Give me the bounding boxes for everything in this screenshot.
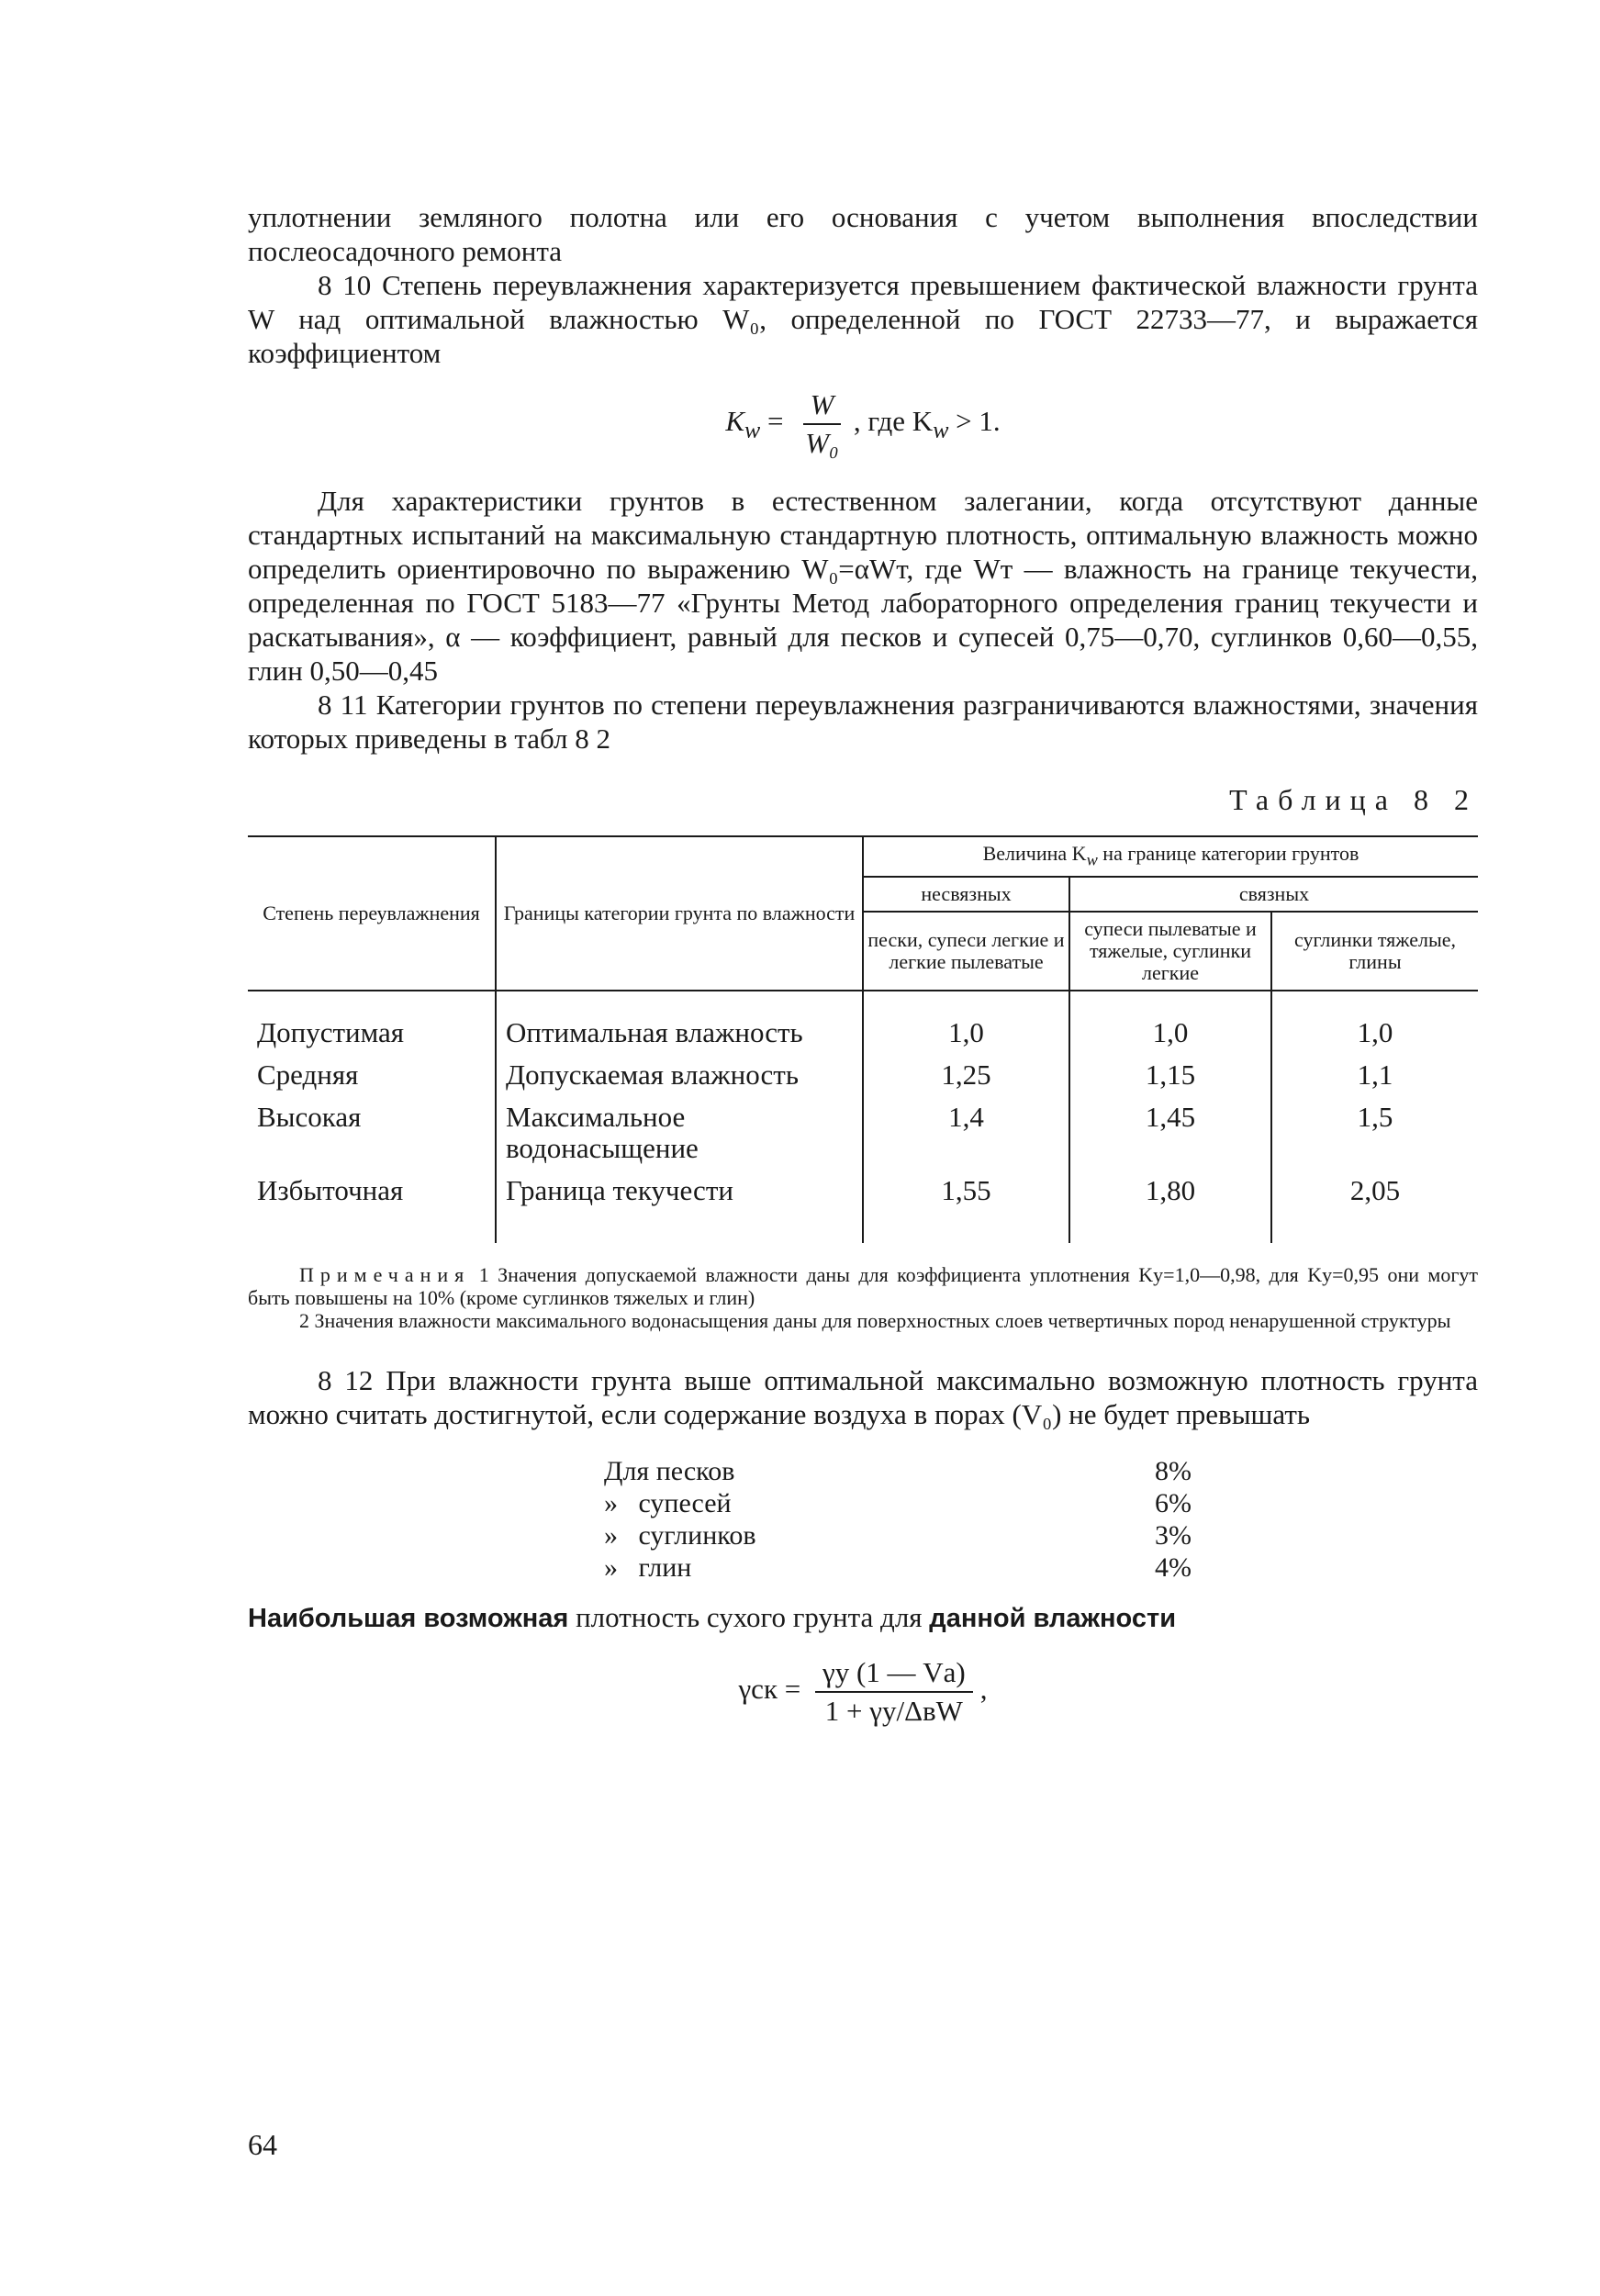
header-cohesive: связных bbox=[1069, 877, 1478, 912]
row-boundary: Оптимальная влажность bbox=[496, 991, 863, 1054]
row-boundary: Максимальное водонасыщение bbox=[496, 1096, 863, 1170]
notes-label: Примечания bbox=[299, 1263, 471, 1287]
list-item-label: » суглинков bbox=[604, 1520, 756, 1551]
max-density-heading bbox=[248, 1600, 1478, 1636]
row-degree: Допустимая bbox=[257, 1016, 405, 1049]
list-item-value: 8% bbox=[1155, 1456, 1192, 1487]
row-value-loams-clays: 1,1 bbox=[1271, 1054, 1478, 1096]
moisture-table bbox=[248, 835, 1478, 1243]
density-formula-fraction bbox=[815, 1654, 973, 1730]
header-sands: пески, супеси легкие и легкие пылеватые bbox=[863, 912, 1069, 991]
header-boundary: Границы категории грунта по влажности bbox=[496, 836, 863, 991]
note-1-text: 1 Значения допускаемой влажности даны для коэффициента уплотнения Kу=1,0—0,98, для Kу=0,95 они могут быть повышены на 10% (кроме суглинков тяжелых и глин) bbox=[248, 1263, 1478, 1310]
note-2: 2 Значения влажности максимального водонасыщения даны для поверхностных слоев четвертичных пород ненарушенной структуры bbox=[299, 1309, 1451, 1333]
density-formula-trail: , bbox=[979, 1673, 988, 1706]
heading-bold-start: Наибольшая возможная bbox=[248, 1604, 569, 1634]
list-item bbox=[604, 1487, 1192, 1519]
list-item-label: » глин bbox=[604, 1552, 692, 1584]
row-value-loams-clays: 1,5 bbox=[1271, 1096, 1478, 1170]
header-kw-sub: w bbox=[1086, 850, 1098, 869]
heading-middle: плотность сухого грунта для bbox=[568, 1601, 930, 1634]
list-item-value: 6% bbox=[1155, 1488, 1192, 1519]
header-loams-clays: суглинки тяжелые, глины bbox=[1271, 912, 1478, 991]
header-degree: Степень переувлажнения bbox=[248, 836, 496, 991]
row-value-sandy-loams: 1,80 bbox=[1069, 1170, 1271, 1243]
page-content bbox=[248, 200, 1478, 1752]
formula-condition-rest: > 1. bbox=[948, 405, 1001, 438]
density-formula-denominator: 1 + γу/ΔвW bbox=[824, 1695, 963, 1728]
header-noncohesive: несвязных bbox=[863, 877, 1069, 912]
formula-lhs-sub: w bbox=[744, 416, 761, 443]
section-8-10-text: 8 10 Степень переувлажнения характеризуется превышением фактической влажности грунта W над оптимальной влажностью W₀, определенной по ГОСТ 22733—77, и выражается коэффициентом bbox=[248, 269, 1478, 369]
formula-denominator: W₀ bbox=[805, 427, 839, 459]
intro-text: уплотнении земляного полотна или его основания с учетом выполнения впоследствии послеосадочного ремонта bbox=[248, 201, 1478, 267]
row-value-sands: 1,25 bbox=[863, 1054, 1069, 1096]
row-value-sands: 1,4 bbox=[863, 1096, 1069, 1170]
list-item-value: 4% bbox=[1155, 1552, 1192, 1584]
list-item-label: » супесей bbox=[604, 1488, 732, 1519]
header-kw-post: на границе категории грунтов bbox=[1097, 842, 1359, 865]
list-item bbox=[604, 1519, 1192, 1551]
table-caption: Таблица 8 2 bbox=[1229, 783, 1478, 816]
row-value-loams-clays: 2,05 bbox=[1271, 1170, 1478, 1243]
table-row bbox=[248, 1054, 1478, 1096]
formula-numerator: W bbox=[803, 386, 842, 425]
table-row bbox=[248, 1170, 1478, 1243]
formula-lhs: K bbox=[725, 405, 745, 438]
density-formula-lhs: γск bbox=[738, 1673, 778, 1706]
row-value-sandy-loams: 1,15 bbox=[1069, 1054, 1271, 1096]
density-formula-equals: = bbox=[784, 1673, 801, 1706]
row-value-sandy-loams: 1,0 bbox=[1069, 991, 1271, 1054]
list-item bbox=[604, 1551, 1192, 1584]
row-value-sands: 1,55 bbox=[863, 1170, 1069, 1243]
row-degree: Избыточная bbox=[257, 1174, 404, 1207]
row-value-sandy-loams: 1,45 bbox=[1069, 1096, 1271, 1170]
table-row bbox=[248, 1096, 1478, 1170]
density-formula-numerator: γу (1 — Vа) bbox=[815, 1654, 973, 1693]
kw-formula bbox=[248, 386, 1478, 462]
section-8-11-text: 8 11 Категории грунтов по степени переувлажнения разграничиваются влажностями, значения которых приведены в табл 8 2 bbox=[248, 689, 1478, 755]
header-kw-group bbox=[863, 836, 1478, 877]
list-item-label: Для песков bbox=[604, 1456, 735, 1487]
table-row bbox=[248, 991, 1478, 1054]
formula-condition-sub: w bbox=[933, 416, 949, 443]
row-boundary: Граница текучести bbox=[496, 1170, 863, 1243]
row-value-sands: 1,0 bbox=[863, 991, 1069, 1054]
row-value-loams-clays: 1,0 bbox=[1271, 991, 1478, 1054]
row-degree: Средняя bbox=[257, 1058, 359, 1092]
header-kw-pre: Величина K bbox=[982, 842, 1087, 865]
list-item bbox=[604, 1455, 1192, 1487]
row-boundary: Допускаемая влажность bbox=[496, 1054, 863, 1096]
air-content-list bbox=[604, 1455, 1192, 1584]
heading-bold-end: данной влажности bbox=[929, 1604, 1177, 1634]
page-number: 64 bbox=[248, 2128, 277, 2161]
density-formula bbox=[248, 1654, 1478, 1730]
note-1 bbox=[248, 1263, 1478, 1309]
formula-fraction bbox=[798, 386, 846, 462]
formula-equals: = bbox=[767, 405, 784, 438]
row-degree: Высокая bbox=[257, 1101, 362, 1134]
section-8-10-paragraph: Для характеристики грунтов в естественном залегании, когда отсутствуют данные стандартных испытаний на максимальную стандартную плотность, оптимальную влажность можно определить ориентировочно по выражению W₀=αWт, где Wт — влажность на границе текучести, определенная по ГОСТ 5183—77 «Грунты Метод лабораторного определения границ текучести и раскатывания», α — коэффициент, равный для песков и супесей 0,75—0,70, суглинков 0,60—0,55, глин 0,50—0,45 bbox=[248, 485, 1478, 687]
header-sandy-loams: супеси пылеватые и тяжелые, суглинки легкие bbox=[1069, 912, 1271, 991]
table-notes bbox=[248, 1263, 1478, 1332]
section-8-12-text: 8 12 При влажности грунта выше оптимальной максимально возможную плотность грунта можно считать достигнутой, если содержание воздуха в порах (V₀) не будет превышать bbox=[248, 1364, 1478, 1431]
formula-condition: , где K bbox=[853, 405, 934, 438]
list-item-value: 3% bbox=[1155, 1520, 1192, 1551]
